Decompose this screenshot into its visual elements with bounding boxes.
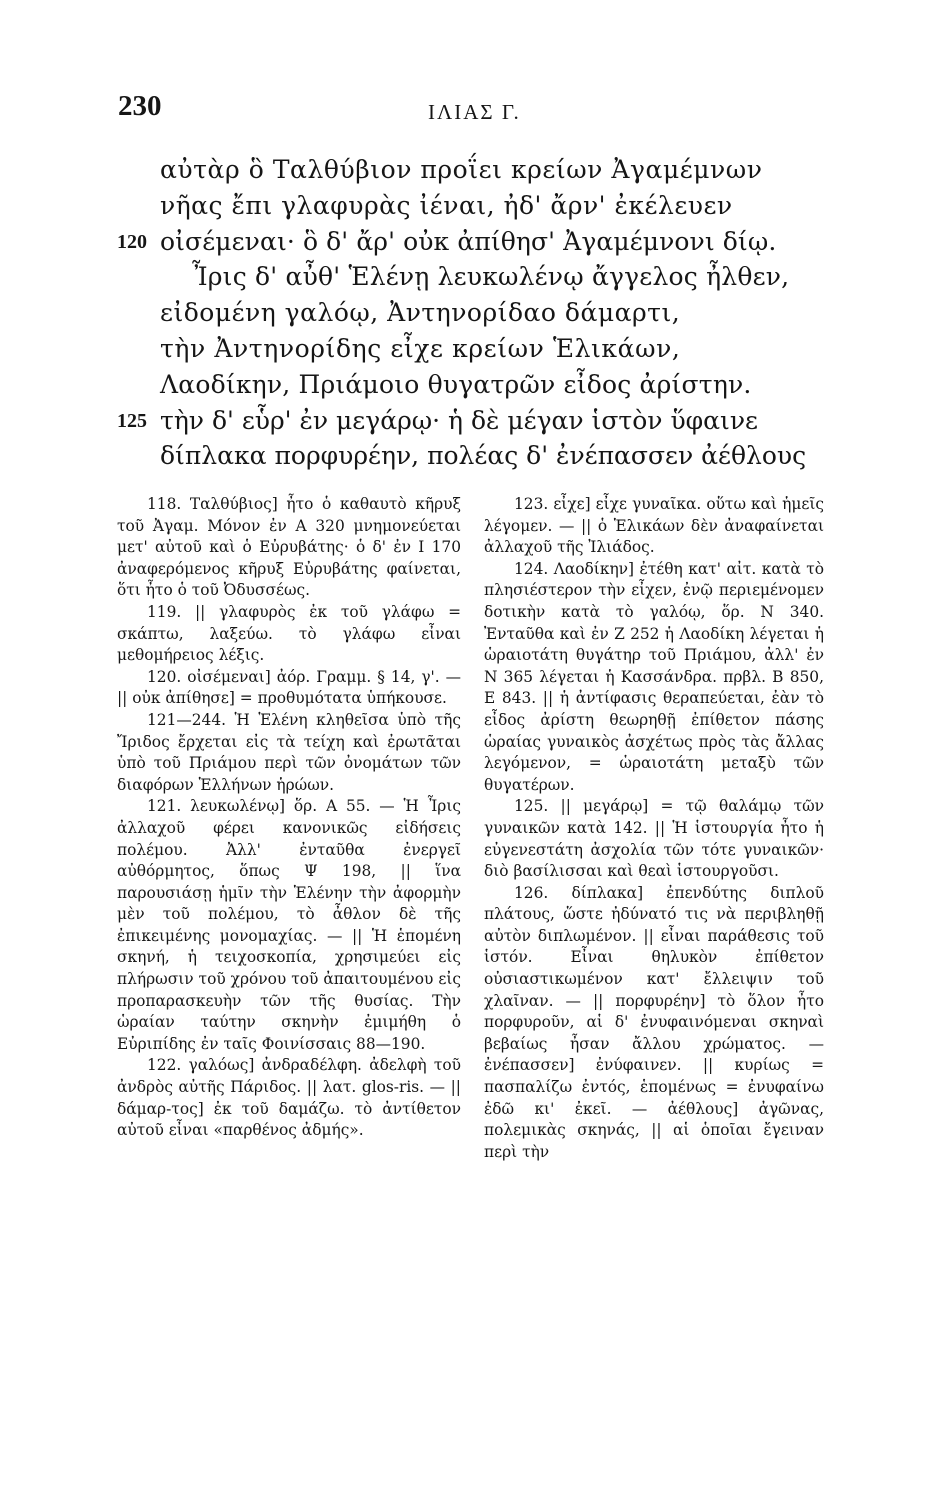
verse-text: τὴν Ἀντηνορίδης εἶχε κρείων Ἑλικάων, [160, 333, 681, 363]
verse-line [0, 188, 936, 224]
commentary-note: 121. λευκωλένῳ] ὅρ. Α 55. — Ἡ Ἶρις ἀλλαχοῦ φέρει κανονικῶς εἰδήσεις πολέμου. Ἀλλ' ἐνταῦθα ἐνεργεῖ αὐθόρμητος, ὅπως Ψ 198, || ἵνα παρουσιάσῃ ἡμῖν τὴν Ἑλένην τὴν ἀφορμὴν μὲν τοῦ πολέμου, τὸ ἆθλον δὲ τῆς ἐπικειμένης μονομαχίας. — || Ἡ ἑπομένη σκηνή, ἡ τειχοσκοπία, χρησιμεύει εἰς πλήρωσιν τοῦ χρόνου τοῦ ἀπαιτουμένου εἰς προπαρασκευὴν τῶν τῆς θυσίας. Τὴν ὡραίαν ταύτην σκηνὴν ἐμιμήθη ὁ Εὐριπίδης ἐν ταῖς Φοινίσσαις 88—190. [117, 797, 461, 1053]
verse-text: Ἶρις δ' αὖθ' Ἑλένῃ λευκωλένῳ ἄγγελος ἦλθεν, [192, 262, 790, 292]
commentary-note: 123. εἶχε] εἶχε γυναῖκα. οὕτω καὶ ἡμεῖς λέγομεν. — || ὁ Ἑλικάων δὲν ἀναφαίνεται ἀλλαχοῦ τῆς Ἰλιάδος. [484, 495, 824, 557]
verse-text: τὴν δ' εὗρ' ἐν μεγάρῳ· ἡ δὲ μέγαν ἱστὸν ὕφαινε [160, 405, 758, 435]
verse-line [0, 331, 936, 367]
running-title: ΙΛΙΑΣ Γ. [428, 100, 521, 124]
commentary-note: 121—244. Ἡ Ἑλένη κληθεῖσα ὑπὸ τῆς Ἴριδος ἔρχεται εἰς τὰ τείχη καὶ ἐρωτᾶται ὑπὸ τοῦ Πριάμου περὶ τῶν ὀνομάτων τῶν διαφόρων Ἑλλήνων ἡρώων. [117, 710, 461, 794]
verse-text: Λαοδίκην, Πριάμοιο θυγατρῶν εἶδος ἀρίστην. [160, 369, 752, 399]
commentary-note: 118. Ταλθύβιος] ἦτο ὁ καθαυτὸ κῆρυξ τοῦ Ἀγαμ. Μόνον ἐν Α 320 μνημονεύεται μετ' αὐτοῦ καὶ ὁ Εὐρυβάτης· ὁ δ' ἐν Ι 170 ἀναφερόμενος κῆρυξ Εὐρυβάτης φαίνεται, ὅτι ἦτο ὁ τοῦ Ὀδυσσέως. [117, 495, 461, 600]
verse-text: οἰσέμεναι· ὃ δ' ἄρ' οὐκ ἀπίθησ' Ἀγαμέμνονι δίῳ. [160, 226, 777, 256]
verse-line [0, 295, 936, 331]
verse-text: δίπλακα πορφυρέην, πολέας δ' ἐνέπασσεν ἀέθλους [160, 441, 807, 471]
commentary-right-column [484, 494, 824, 1163]
verse-text: αὐτὰρ ὃ Ταλθύβιον προΐει κρείων Ἀγαμέμνων [160, 155, 763, 184]
commentary-note: 126. δίπλακα] ἐπενδύτης διπλοῦ πλάτους, ὥστε ἠδύνατό τις νὰ περιβληθῇ αὐτὸν διπλωμένον. || εἶναι παράθεσις τοῦ ἱστόν. Εἶναι θηλυκὸν ἐπίθετον οὐσιαστικωμένον κατ' ἔλλειψιν τοῦ χλαῖναν. — || πορφυρέην] τὸ ὅλον ἦτο πορφυροῦν, αἱ δ' ἐνυφαινόμεναι σκηναὶ βεβαίως ἦσαν ἄλλου χρώματος. — ἐνέπασσεν] ἐνύφαινεν. || κυρίως = πασπαλίζω ἐντός, ἑπομένως = ἐνυφαίνω ἐδῶ κι' ἐκεῖ. — ἀέθλους] ἀγῶνας, πολεμικὰς σκηνάς, || αἱ ὁποῖαι ἔγειναν περὶ τὴν [484, 883, 824, 1161]
verse-line [0, 259, 936, 295]
verse-line [0, 438, 936, 474]
commentary-note: 119. || γλαφυρὸς ἐκ τοῦ γλάφω = σκάπτω, λαξεύω. τὸ γλάφω εἶναι μεθομήρειος λέξις. [117, 602, 461, 665]
verse-line [0, 224, 936, 260]
verse-text: νῆας ἔπι γλαφυρὰς ἰέναι, ἠδ' ἄρν' ἐκέλευεν [160, 190, 733, 220]
page-number: 230 [118, 90, 162, 122]
verse-line [0, 367, 936, 403]
commentary-note: 124. Λαοδίκην] ἐτέθη κατ' αἰτ. κατὰ τὸ πλησιέστερον τὴν εἶχεν, ἐνῷ περιεμένομεν δοτικὴν κατὰ τὸ γαλόῳ, ὅρ. Ν 340. Ἐνταῦθα καὶ ἐν Ζ 252 ἡ Λαοδίκη λέγεται ἡ ὡραιοτάτη θυγάτηρ τοῦ Πριάμου, ἀλλ' ἐν Ν 365 λέγεται ἡ Κασσάνδρα. πρβλ. Β 850, Ε 843. || ἡ ἀντίφασις θεραπεύεται, ἐὰν τὸ εἶδος ἀρίστη θεωρηθῇ ἐπίθετον πάσης ὡραίας γυναικὸς ἀσχέτως πρὸς τὰς ἄλλας λεγόμενον, = ὡραιοτάτη μεταξὺ τῶν θυγατέρων. [484, 559, 824, 794]
commentary-left-column [117, 494, 461, 1142]
verse-line [0, 403, 936, 439]
commentary-note: 125. || μεγάρῳ] = τῷ θαλάμῳ τῶν γυναικῶν κατὰ 142. || Ἡ ἱστουργία ἦτο ἡ εὐγενεστάτη ἀσχολία τῶν τότε γυναικῶν· διὸ βασίλισσαι καὶ θεαὶ ἱστουργοῦσι. [484, 797, 824, 881]
line-number: 120 [117, 230, 147, 253]
commentary-note: 122. γαλόως] ἀνδραδέλφη. ἀδελφὴ τοῦ ἀνδρὸς αὐτῆς Πάριδος. || λατ. glos-ris. — || δάμαρ-τος] ἐκ τοῦ δαμάζω. τὸ ἀντίθετον αὐτοῦ εἶναι «παρθένος ἀδμής». [117, 1056, 461, 1140]
verse-text: εἰδομένη γαλόῳ, Ἀντηνορίδαο δάμαρτι, [160, 298, 681, 328]
commentary-note: 120. οἰσέμεναι] ἀόρ. Γραμμ. § 14, γ'. — || οὐκ ἀπίθησε] = προθυμότατα ὑπήκουσε. [117, 667, 461, 708]
verse-block [0, 152, 936, 474]
verse-line [0, 152, 936, 188]
line-number: 125 [117, 409, 147, 432]
